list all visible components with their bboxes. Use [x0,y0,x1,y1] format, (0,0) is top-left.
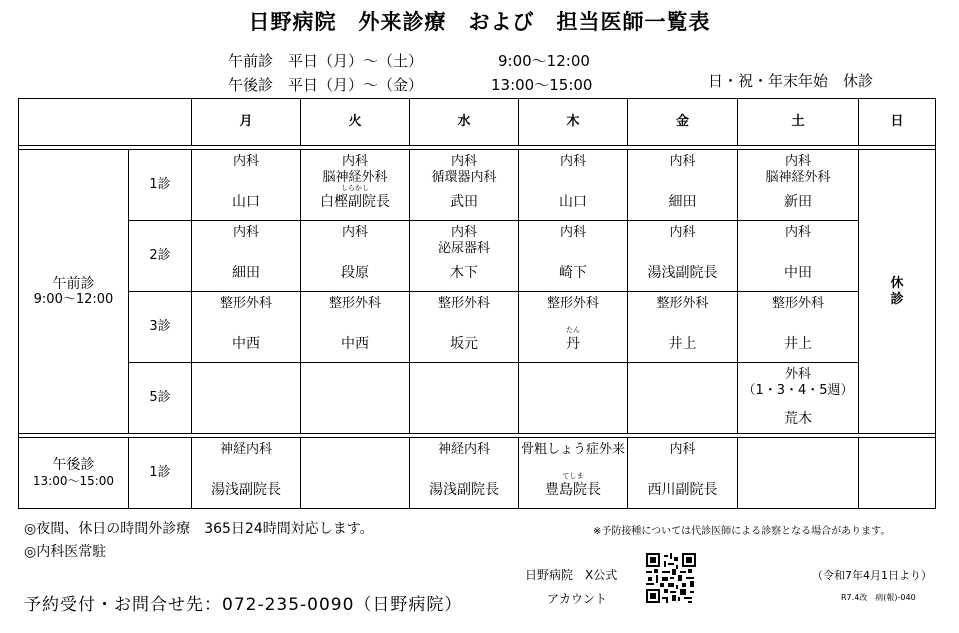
doctor-name: 井上 [784,336,812,352]
shin-2: 2診 [129,221,192,292]
department-label: 整形外科 [219,296,272,311]
pm-hours-time: 13:00～15:00 [491,76,593,94]
header-day-thu: 木 [519,99,628,146]
x-account-label-1: 日野病院 X公式 [525,568,618,582]
pm-hours-label: 午後診 平日（月）～（金） [228,76,424,94]
schedule-cell [519,363,628,434]
pm-row-1 [19,438,936,509]
department-label: 内科 [232,154,259,169]
schedule-cell [301,363,410,434]
sunday-closed-cell [859,150,936,434]
doctor-name: 豊島院長 [545,482,601,498]
doctor-name: 荒木 [784,411,812,427]
doctor-name-reading: てしま [562,472,584,480]
department-label: 外科 （1・3・4・5週） [742,367,854,398]
doctor-name: 中田 [784,265,812,281]
doctor-name: 井上 [668,336,697,352]
department-label: 内科 [559,154,586,169]
schedule-table [18,98,936,509]
schedule-cell [519,438,628,509]
header-day-sat: 土 [738,99,859,146]
doctor-name: 段原 [341,265,369,281]
shin-pm-1: 1診 [129,438,192,509]
department-label: 整形外科 [437,296,490,311]
schedule-cell [301,292,410,363]
header-day-sun: 日 [859,99,936,146]
schedule-cell [628,438,738,509]
doctor-name: 崎下 [559,265,587,281]
doctor-name: 細田 [668,194,697,210]
schedule-cell [192,292,301,363]
closed-days-note: 日・祝・年末年始 休診 [708,72,874,90]
department-label: 内科 [341,225,368,240]
schedule-cell [192,221,301,292]
doctor-name: 山口 [559,194,587,210]
schedule-cell [410,438,519,509]
document-code: R7.4改 病(報)-040 [841,593,916,602]
schedule-cell [192,438,301,509]
header-row [19,99,936,146]
department-label: 内科 [232,225,259,240]
department-label: 内科 脳神経外科 [322,154,388,185]
department-label: 整形外科 [546,296,599,311]
shin-5: 5診 [129,363,192,434]
schedule-cell [738,221,859,292]
schedule-cell [410,150,519,221]
am-row-5 [19,363,936,434]
doctor-name: 細田 [232,265,260,281]
schedule-cell [628,150,738,221]
header-day-wed: 水 [410,99,519,146]
qr-code-icon[interactable] [646,553,696,603]
am-row-3 [19,292,936,363]
schedule-cell [738,292,859,363]
am-session-cell [19,150,129,434]
schedule-cell [301,438,410,509]
department-label: 内科 脳神経外科 [765,154,831,185]
shin-1: 1診 [129,150,192,221]
pm-session-cell [19,438,129,509]
am-row-2 [19,221,936,292]
schedule-cell [519,150,628,221]
am-row-1 [19,150,936,221]
department-label: 整形外科 [328,296,381,311]
effective-date: （令和7年4月1日より） [812,569,932,582]
doctor-name: 湯浅副院長 [211,482,281,498]
schedule-cell [738,363,859,434]
doctor-name: 白樫副院長 [320,194,390,210]
schedule-cell [738,150,859,221]
department-label: 内科 泌尿器科 [437,225,490,256]
pm-session-time: 13:00～15:00 [32,474,115,488]
night-service-note: ◎夜間、休日の時間外診療 365日24時間対応します。 [24,521,374,537]
schedule-cell [628,221,738,292]
am-session-label: 午前診 [52,275,95,292]
doctor-name: 湯浅副院長 [647,265,718,281]
am-hours-label: 午前診 平日（月）～（土） [228,52,424,70]
doctor-name: 木下 [450,265,478,281]
am-session-time: 9:00～12:00 [33,291,114,307]
doctor-name: 中西 [341,336,369,352]
department-label: 内科 [669,225,696,240]
department-label: 神経内科 [437,442,490,457]
doctor-name: 湯浅副院長 [429,482,499,498]
x-account-label-2: アカウント [547,592,607,606]
schedule-cell [519,221,628,292]
header-day-tue: 火 [301,99,410,146]
schedule-cell [410,221,519,292]
resident-note: ◎内科医常駐 [24,544,107,560]
schedule-cell [519,292,628,363]
schedule-cell [738,438,859,509]
department-label: 神経内科 [219,442,272,457]
header-blank [19,99,192,146]
pm-sunday-cell [859,438,936,509]
department-label: 内科 [669,154,696,169]
schedule-cell [410,292,519,363]
schedule-cell [192,363,301,434]
schedule-cell [301,150,410,221]
contact-phone[interactable]: 予約受付・お問合せ先：072-235-0090（日野病院） [24,595,463,615]
header-day-mon: 月 [192,99,301,146]
department-label: 整形外科 [656,296,709,311]
department-label: 内科 [559,225,586,240]
am-hours-time: 9:00～12:00 [498,52,590,70]
shin-3: 3診 [129,292,192,363]
department-label: 内科 [784,225,811,240]
header-day-fri: 金 [628,99,738,146]
sunday-closed-bottom: 診 [890,291,904,307]
department-label: 内科 循環器内科 [431,154,497,185]
vaccine-note: ※予防接種については代診医師による診察となる場合があります。 [593,526,891,537]
sunday-closed-top: 休 [890,275,904,291]
schedule-cell [301,221,410,292]
schedule-cell [628,363,738,434]
doctor-name: 武田 [450,194,478,210]
doctor-name: 西川副院長 [647,482,718,498]
doctor-name: 山口 [232,194,260,210]
department-label: 骨粗しょう症外来 [520,442,625,457]
department-label: 内科 [669,442,696,457]
doctor-name-reading: たん [566,326,580,334]
doctor-name: 丹 [566,336,580,352]
doctor-name: 坂元 [450,336,478,352]
page-title: 日野病院 外来診療 および 担当医師一覧表 [248,10,711,34]
pm-session-label: 午後診 [52,457,95,473]
schedule-cell [628,292,738,363]
schedule-cell [410,363,519,434]
schedule-cell [192,150,301,221]
department-label: 整形外科 [771,296,824,311]
doctor-name-reading: しらかし [341,184,369,192]
doctor-name: 新田 [784,194,812,210]
doctor-name: 中西 [232,336,260,352]
